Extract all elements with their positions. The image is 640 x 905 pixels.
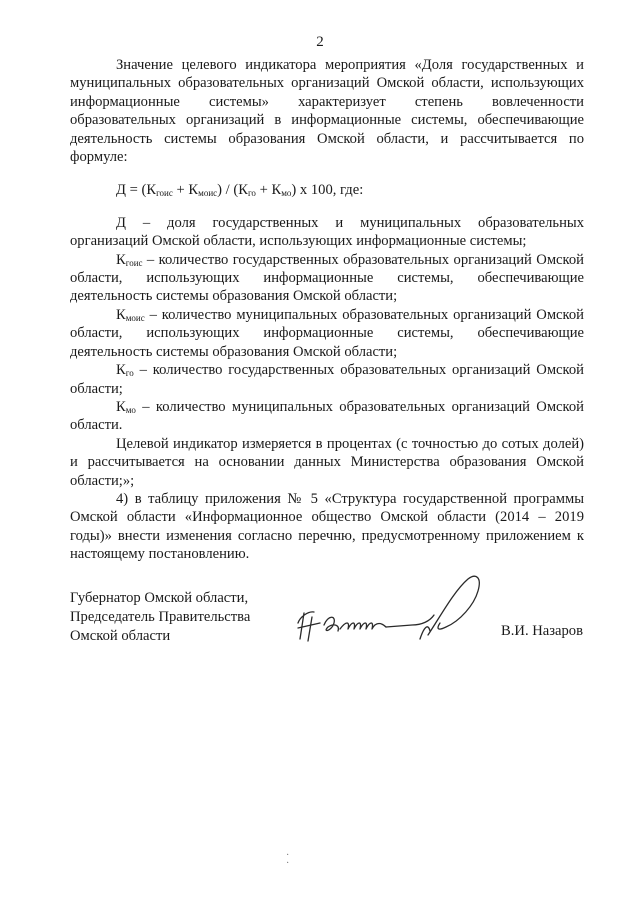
formula-line: $Д = (К_{гоис} + К_{моис}) / (К_{го} + К_{мо})$ х 100, где: [116, 182, 364, 199]
definition-k-go: $К_{го}$ – количество государственных образовательных организаций Омской области; [70, 362, 584, 397]
indicator-paragraph: Целевой индикатор измеряется в процентах (с точностью до сотых долей) и рассчитывается на основании данных Министерства образования Омской области;»; [70, 435, 584, 489]
signatory-line-2: Председатель Правительства [70, 609, 251, 625]
scan-marks: · · [286, 850, 290, 869]
definition-k-mois: $К_{моис}$ – количество муниципальных образовательных организаций Омской области, использующих информационные системы, обеспечивающие деятельность системы образования Омской области; [70, 306, 584, 360]
handwritten-signature [290, 565, 490, 655]
signatory-line-1: Губернатор Омской области, [70, 590, 249, 606]
signatory-name: В.И. Назаров [501, 623, 583, 639]
definition-k-gois: $К_{гоис}$ – количество государственных образовательных организаций Омской области, использующих информационные системы, обеспечивающие деятельность системы образования Омской области; [70, 251, 584, 305]
definition-k-mo: $К_{мо}$ – количество муниципальных образовательных организаций Омской области. [70, 398, 584, 434]
document-body [70, 56, 584, 564]
signatory-title [70, 589, 250, 646]
definition-d: Д – доля государственных и муниципальных образовательных организаций Омской области, использующих информационные системы; [70, 214, 584, 250]
item-4-paragraph: 4) в таблицу приложения № 5 «Структура государственной программы Омской области «Информационное общество Омской области (2014 – 2019 годы)» внести изменения согласно перечню, предусмотренному приложением к настоящему постановлению. [70, 490, 584, 563]
intro-paragraph: Значение целевого индикатора мероприятия «Доля государственных и муниципальных образовательных организаций Омской области, использующих информационные системы» характеризует степень вовлеченности образовательных организаций в информационные системы, обеспечивающие деятельность системы образования Омской области, и рассчитывается по формуле: [70, 57, 584, 166]
page-number: 2 [316, 34, 324, 50]
signatory-line-3: Омской области [70, 628, 171, 644]
